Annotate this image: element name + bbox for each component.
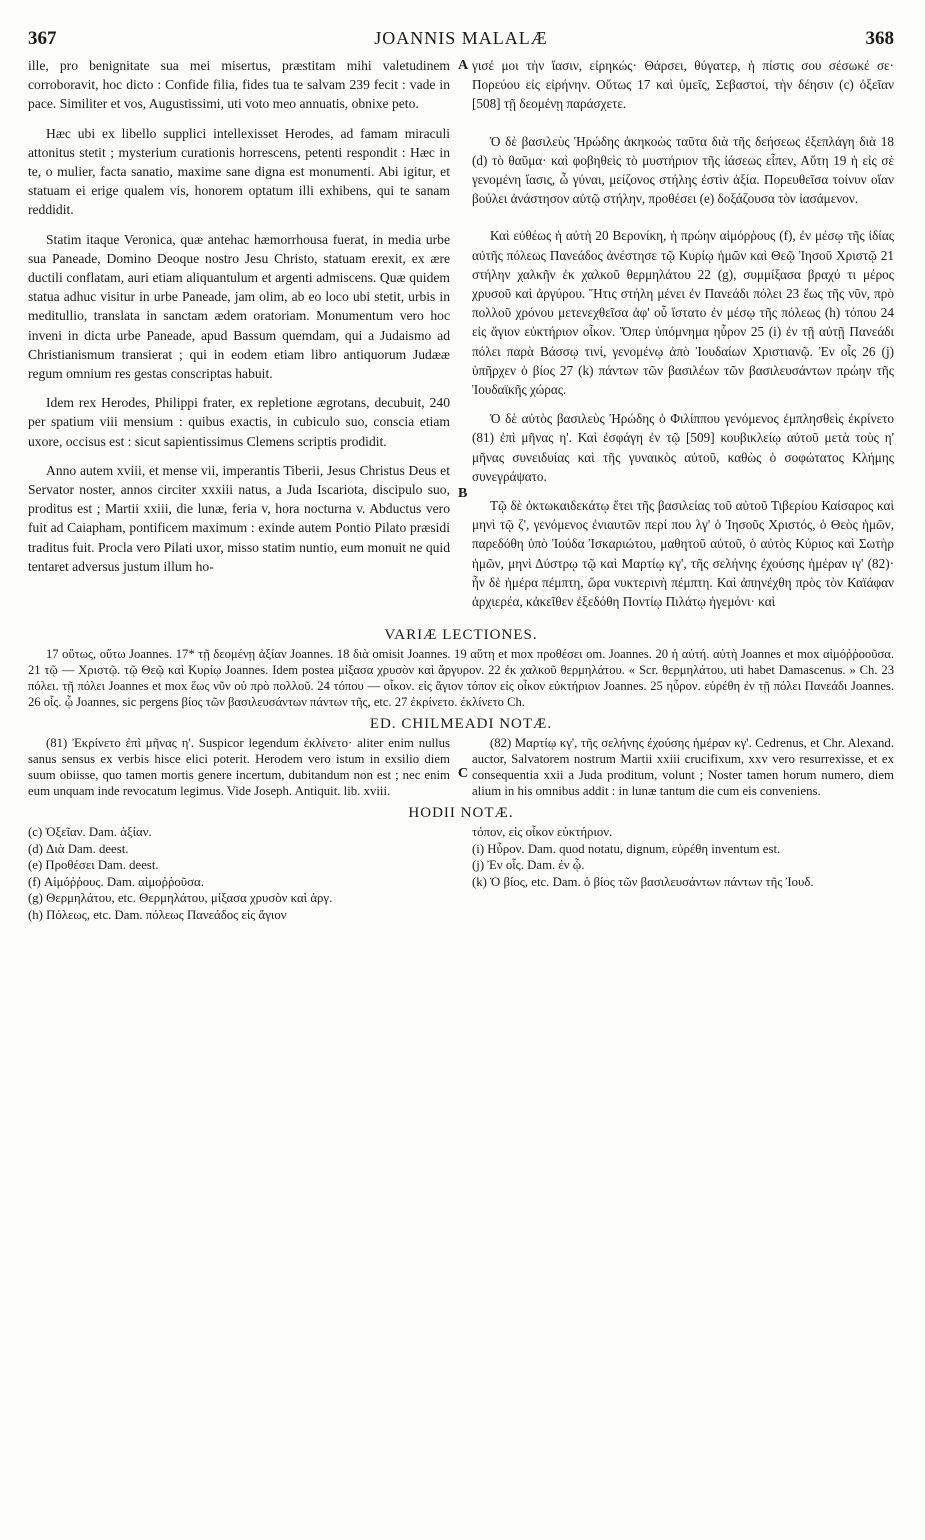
chilmead-note-82: (82) Μαρτίῳ κγ', τῆς σελήνης ἐχούσης ἡμέραν κγ'. Cedrenus, et Chr. Alexand. auctor, Salvatorem nostrum Martii xxiii crucifixum, xxv vero resurrexisse, et ex consequentia xxii a Juda proditum, volunt ; Noster tamen horum numero, diem alium in his omnibus addit : in lunæ tantum die cum eis conveniens. xyxy=(472,736,894,799)
hodii-note: (f) Αἱμόῤῥους. Dam. αἱμοῤῥοῦσα. xyxy=(28,874,204,889)
margin-marker-c: C xyxy=(458,766,469,781)
left-page-number: 367 xyxy=(28,28,57,49)
hodii-note: (j) Ἐν οἷς. Dam. ἐν ᾧ. xyxy=(472,858,585,873)
greek-paragraph: γισέ μοι τὴν ἴασιν, εἰρηκώς· Θάρσει, θύγατερ, ἡ πίστις σου σέσωκέ σε· Πορεύου εἰς εἰρήνην. Οὕτως 17 καὶ ὑμεῖς, Σεβαστοί, τὴν δέησιν (c) ὀξεῖαν [508] τῇ δεομένῃ παράσχετε. xyxy=(472,58,894,112)
hodii-title: HODII NOTÆ. xyxy=(408,805,514,822)
hodii-note: (d) Διὰ Dam. deest. xyxy=(28,841,129,856)
hodii-note: (g) Θερμηλάτου, etc. Θερμηλάτου, μίξασα χρυσὸν καὶ ἀργ. xyxy=(28,891,333,906)
hodii-note: τόπον, εἰς οἶκον εὐκτήριον. xyxy=(472,825,613,840)
hodii-note: (k) Ὁ βίος, etc. Dam. ὁ βίος τῶν βασιλευσάντων πάντων τῆς Ἰουδ. xyxy=(472,874,814,889)
greek-paragraph: Καὶ εὐθέως ἡ αὐτὴ 20 Βερονίκη, ἡ πρώην αἱμόρῥους (f), ἐν μέσῳ τῆς ἰδίας αὐτῆς πόλεως Πανεάδος ἀνέστησε τῷ Κυρίῳ ἡμῶν καὶ Θεῷ Ἰησοῦ Χριστῷ 21 στήλην χαλκῆν ἐκ χαλκοῦ θερμηλάτου 22 (g), συμμίξασα βραχύ τι μέρος χρυσοῦ καὶ ἀργύρου. Ἥτις στήλη μένει ἐν Πανεάδι πόλει 23 ἕως τῆς νῦν, πρὸ πολλοῦ χρόνου μετενεχθεῖσα ἀφ' οὗ ἵστατο ἐν μέσῳ τῆς πόλεως (h) τόπου 24 εἰς ἅγιον εὐκτήριον οἶκον. Ὅπερ ὑπόμνημα ηὗρον 25 (i) ἐν τῇ αὐτῇ Πανεάδι πόλει παρὰ Βάσσῳ τινί, γενομένῳ ἀπὸ Ἰουδαίων Χριστιανῷ. Ἐν οἷς 26 (j) ὑπῆρχεν ὁ βίος 27 (k) πάντων τῶν βασιλέων τῶν βασιλευσάντων πρώην τῆς Ἰουδαϊκῆς χώρας. xyxy=(472,228,894,398)
latin-column xyxy=(28,56,450,621)
right-page-number: 368 xyxy=(865,28,894,49)
latin-paragraph: ille, pro benignitate sua mei misertus, præstitam mihi valetudinem corroboravit, hoc dicto : Confide filia, fides tua te salvam 239 fecit : vade in pace. Similiter et vos, Augustissimi, uti voto meo annuatis, obnixe peto. xyxy=(28,58,450,112)
hodii-notes xyxy=(28,824,894,923)
latin-paragraph: Idem rex Herodes, Philippi frater, ex repletione ægrotans, decubuit, 240 per spatium viii mensium : quibus exactis, in cubiculo suo, conscia etiam uxore, occisus est : sicut sapientissimus Clemens scriptis prodidit. xyxy=(28,395,450,449)
greek-paragraph: Τῷ δὲ ὀκτωκαιδεκάτῳ ἔτει τῆς βασιλείας τοῦ αὐτοῦ Τιβερίου Καίσαρος καὶ μηνὶ τῷ ζ', γενόμενος ἐνιαυτῶν περί που λγ' ὁ Ἰησοῦς Χριστός, ὁ Θεὸς ἡμῶν, παρεδόθη ὑπὸ Ἰούδα Ἰσκαριώτου, μαθητοῦ αὐτοῦ, ὁ αὐτὸς Κύριος καὶ Σωτὴρ ἡμῶν, μηνὶ Δύστρῳ τῷ καὶ Μαρτίῳ κγ', τῆς σελήνης ἐχούσης ἡμέραν ιγ' (82)· ἦν δὲ ἡμέρα πέμπτη, ὥρα νυκτερινὴ πέμπτη. Καὶ ἀπηνέχθη πρὸς τὸν Καϊάφαν ἀρχιερέα, κἀκεῖθεν ἐξεδόθη Ποντίῳ Πιλάτῳ ἡγεμόνι· καὶ xyxy=(472,498,894,610)
latin-paragraph: Anno autem xviii, et mense vii, imperantis Tiberii, Jesus Christus Deus et Servator noster, annos circiter xxxiii natus, a Juda Iscariota, discipulo suo, proditus est ; Martii xxiii, die lunæ, feria v, hora nocturna v. Abductus vero fuit ad Caiapham, pontificem maximum : exinde autem Pontio Pilato præsidi traditus fuit. Procla vero Pilati uxor, misso statim nuntio, eum monuit ne quid tentaret adversus justum illum ho- xyxy=(28,462,450,574)
latin-paragraph: Statim itaque Veronica, quæ antehac hæmorrhousa fuerat, in media urbe sua Paneade, Domino Deoque nostro Jesu Christo, statuam erexit, ex ære ductili conflatam, auri etiam aliquantulum et argenti admiscens. Quæ quidem statua adhuc visitur in urbe Paneade, jam olim, ab eo loco ubi stetit, urbis in meditullio, translata in sanctam ædem oratoriam. Monumentum vero hoc inveni in dicta urbe Paneade, apud Bassum quemdam, qui a Judaismo ad Christianismum transierat ; qui in eodem etiam libro antiquorum Judææ regum omnium res gestas conscriptas habuit. xyxy=(28,231,450,382)
margin-marker-b: B xyxy=(458,486,468,501)
page xyxy=(28,28,894,923)
chilmead-note-81: (81) Ἐκρίνετο ἐπὶ μῆνας η'. Suspicor legendum ἐκλίνετο· aliter enim nullus sanus sensus ex verbis hisce elici poterit. Herodem vero istum in exsilio diem suum obiisse, quo tamen mortis genere incertum, dubitandum non est ; nec enim eum unquam inde revocatum legimus. Vide Joseph. Antiquit. lib. xviii. xyxy=(28,736,450,799)
hodii-note: (i) Ηὗρον. Dam. quod notatu, dignum, εὑρέθη inventum est. xyxy=(472,841,781,856)
running-title: JOANNIS MALALÆ xyxy=(374,28,548,48)
greek-paragraph: Ὁ δὲ αὐτὸς βασιλεὺς Ἡρώδης ὁ Φιλίππου γενόμενος ἐμπλησθεὶς ἐκρίνετο (81) ἐπὶ μῆνας η'. Καὶ ἐσφάγη ἐν τῷ [509] κουβικλείῳ αὐτοῦ μετὰ τοὺς η' μῆνας συνειδυίας καὶ τῆς γυναικὸς αὐτοῦ, καθὼς ὁ σοφώτατος Κλήμης συνεγράψατο. xyxy=(472,411,894,484)
hodii-note: (h) Πόλεως, etc. Dam. πόλεως Πανεάδος εἰς ἅγιον xyxy=(28,907,287,922)
varia-text: 17 οὕτως, οὕτω Joannes. 17* τῇ δεομένῃ ἀξίαν Joannes. 18 διὰ omisit Joannes. 19 αὕτη et mox προθέσει om. Joannes. 20 ἡ αὐτή. αὐτὴ Joannes et mox αἱμόῤῥοοῦσα. 21 τῷ — Χριστῷ. τῷ Θεῷ καὶ Κυρίῳ Joannes. Idem postea μίξασα χρυσὸν καὶ ἄργυρον. 22 ἐκ χαλκοῦ θερμηλάτου. « Scr. θερμηλάτου, uti habet Damascenus. » Ch. 23 πόλει. τῇ πόλει Joannes et mox ἕως νῦν οὐ πρὸ πολλοῦ. 24 τόπου — οἶκον. εἰς ἅγιον τόπον εἰς οἶκον εὐκτήριον Joannes. 25 ηὗρον. εὑρέθη ἐν τῇ πόλει Πανεάδι Joannes. 26 οἷς. ᾧ Joannes, sic pergens βίος τῶν βασιλευσάντων πάντων τῆς, etc. 27 ἐκρίνετο. ἐκλίνετο Ch. xyxy=(28,647,894,710)
greek-column xyxy=(472,56,894,621)
latin-paragraph: Hæc ubi ex libello supplici intellexisset Herodes, ad famam miraculi attonitus stetit ; mysterium curationis horrescens, petenti respondit : Hæc in te, o mulier, facta sanatio, maxime sane digna est monumenti. Abi igitur, et statuam ei erige qualem vis, honorem optatum illi exhibens, qui te sanam reddidit. xyxy=(28,125,450,218)
varia-title: VARIÆ LECTIONES. xyxy=(384,627,538,644)
running-header xyxy=(28,28,894,56)
greek-paragraph: Ὁ δὲ βασιλεὺς Ἡρώδης ἀκηκοὼς ταῦτα διὰ τῆς δεήσεως ἐξεπλάγη διὰ 18 (d) τὸ θαῦμα· καὶ φοβηθεὶς τὸ μυστήριον τῆς ἰάσεως εἶπεν, Αὕτη 19 ἡ εἰς σὲ γενομένη ἴασις, ὦ γύναι, μείζονος στήλης ἐστὶν ἀξία. Πορευθεῖσα τοίνυν οἵαν βούλει ἀνάστησον αὐτῷ στήλην, προθέσει (e) δοξάζουσα τὸν ἰασάμενον. xyxy=(472,133,894,207)
margin-marker-a: A xyxy=(458,58,469,73)
chilmead-title: ED. CHILMEADI NOTÆ. xyxy=(369,716,553,733)
hodii-note: (c) Ὀξεῖαν. Dam. ἀξίαν. xyxy=(28,825,152,840)
hodii-note: (e) Προθέσει Dam. deest. xyxy=(28,858,159,873)
